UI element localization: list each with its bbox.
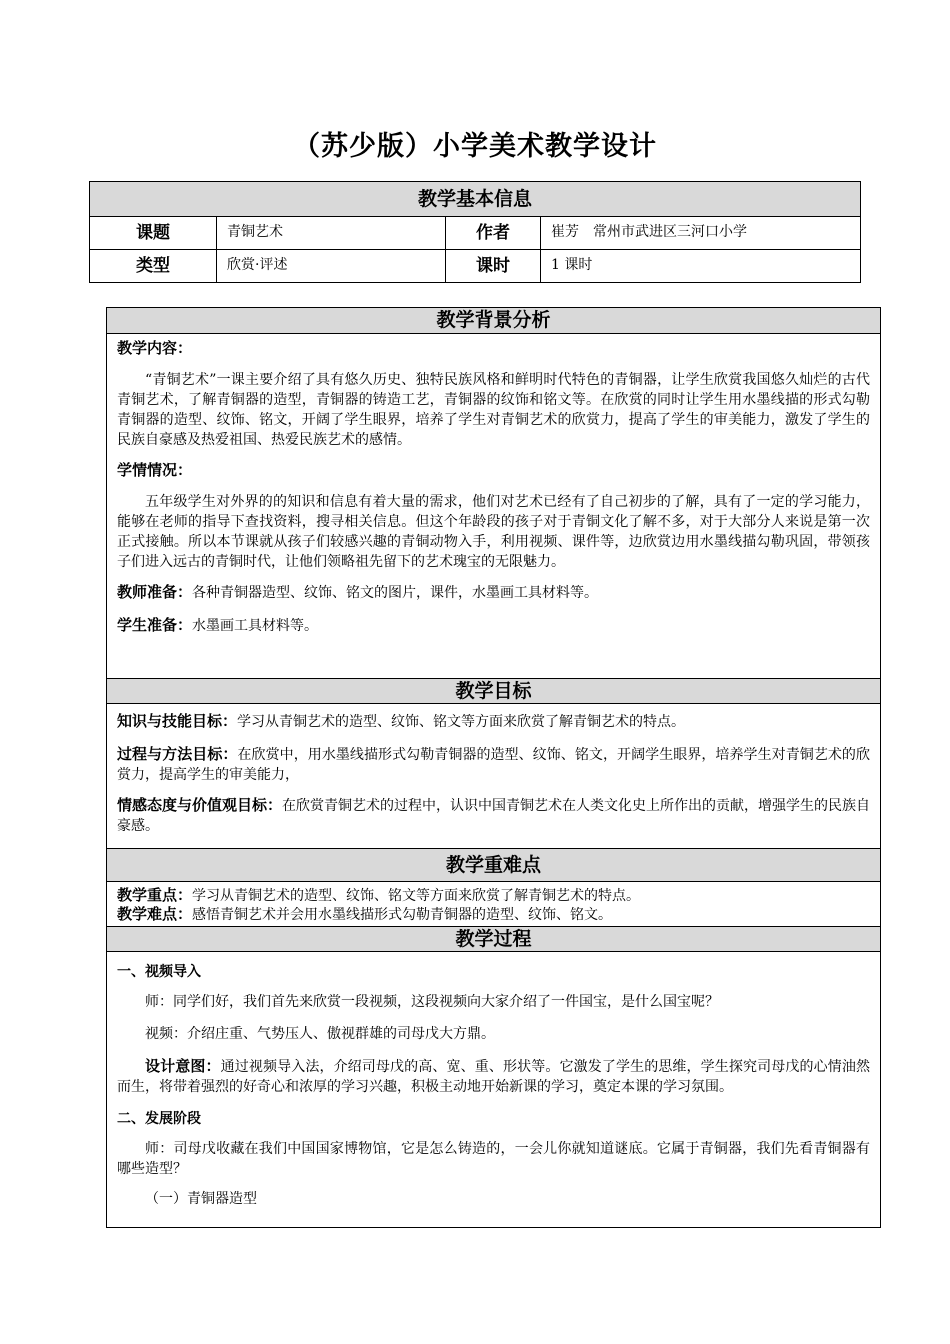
key-points-header: 教学重难点 <box>107 848 880 882</box>
process-text: 在欣赏中，用水墨线描形式勾勒青铜器的造型、纹饰、铭文，开阔学生眼界，培养学生对青铜艺术的欣赏力，提高学生的审美能力， <box>117 747 870 783</box>
step2-sub: （一）青铜器造型 <box>145 1191 257 1207</box>
step2-title: 二、发展阶段 <box>117 1111 201 1127</box>
content-label: 教学内容： <box>117 339 193 357</box>
difficulty-label: 教学难点： <box>117 905 193 923</box>
knowledge-objective <box>117 711 870 732</box>
basic-info-row <box>90 250 860 282</box>
topic-label: 课题 <box>90 217 217 249</box>
objectives-section <box>117 711 870 836</box>
knowledge-label: 知识与技能目标： <box>117 712 238 730</box>
student-prep-label: 学生准备： <box>117 616 193 634</box>
process-header: 教学过程 <box>107 926 880 952</box>
process-section <box>117 962 870 1209</box>
hours-label: 课时 <box>446 250 541 282</box>
students-text: 五年级学生对外界的的知识和信息有着大量的需求，他们对艺术已经有了自己初步的了解，具有了一定的学习能力，能够在老师的指导下查找资料，搜寻相关信息。但这个年龄段的孩子对于青铜文化了解不多，对于大部分人来说是第一次正式接触。所以本节课就从孩子们较感兴趣的青铜动物入手，利用视频、课件等，边欣赏边用水墨线描勾勒巩固，带领孩子们进入远古的青铜时代，让他们领略祖先留下的艺术瑰宝的无限魅力。 <box>117 494 870 570</box>
step2-p1: 师：司母戊收藏在我们中国国家博物馆，它是怎么铸造的，一会儿你就知道谜底。它属于青铜器，我们先看青铜器有哪些造型？ <box>117 1141 870 1177</box>
knowledge-text: 学习从青铜艺术的造型、纹饰、铭文等方面来欣赏了解青铜艺术的特点。 <box>237 714 686 730</box>
type-value: 欣赏·评述 <box>217 250 446 282</box>
design-text: 通过视频导入法，介绍司母戊的高、宽、重、形状等。它激发了学生的思维，学生探究司母戊的心情油然而生，将带着强烈的好奇心和浓厚的学习兴趣，积极主动地开始新课的学习，奠定本课的学习氛围。 <box>117 1059 870 1095</box>
focus-label: 教学重点： <box>117 886 193 904</box>
basic-info-row <box>90 217 860 250</box>
student-prep-text: 水墨画工具材料等。 <box>192 618 319 634</box>
teacher-prep <box>117 582 870 603</box>
step1-title: 一、视频导入 <box>117 964 201 980</box>
focus <box>117 886 870 905</box>
objectives-header: 教学目标 <box>107 678 880 704</box>
document-title: （苏少版）小学美术教学设计 <box>293 131 657 162</box>
topic-value: 青铜艺术 <box>217 217 446 249</box>
step1-p1: 师：同学们好，我们首先来欣赏一段视频，这段视频向大家介绍了一件国宝，是什么国宝呢？ <box>145 994 719 1010</box>
emotion-label: 情感态度与价值观目标： <box>117 796 283 814</box>
process-objective <box>117 744 870 785</box>
lesson-plan-table <box>106 307 881 1228</box>
author-label: 作者 <box>446 217 541 249</box>
hours-value: 1 课时 <box>551 257 593 273</box>
step1-p2: 视频：介绍庄重、气势压人、傲视群雄的司母戊大方鼎。 <box>145 1026 495 1042</box>
background-section <box>117 338 870 636</box>
content-text: “青铜艺术”一课主要介绍了具有悠久历史、独特民族风格和鲜明时代特色的青铜器，让学生欣赏我国悠久灿烂的古代青铜艺术，了解青铜器的造型，青铜器的铸造工艺，青铜器的纹饰和铭文等。在欣赏的同时让学生用水墨线描的形式勾勒青铜器的造型、纹饰、铭文，开阔了学生眼界，培养了学生对青铜艺术的欣赏力，提高了学生的审美能力，激发了学生的民族自豪感及热爱祖国、热爱民族艺术的感情。 <box>117 372 870 448</box>
student-prep <box>117 615 870 636</box>
author-value: 崔芳 常州市武进区三河口小学 <box>551 224 747 240</box>
basic-info-table <box>89 181 861 283</box>
design-intent <box>117 1056 870 1097</box>
basic-info-header: 教学基本信息 <box>90 182 860 217</box>
design-label: 设计意图： <box>145 1057 221 1075</box>
difficulty-text: 感悟青铜艺术并会用水墨线描形式勾勒青铜器的造型、纹饰、铭文。 <box>192 907 613 923</box>
type-label: 类型 <box>90 250 217 282</box>
key-points-section <box>117 886 870 924</box>
teacher-prep-label: 教师准备： <box>117 583 193 601</box>
background-header: 教学背景分析 <box>107 308 880 334</box>
teacher-prep-text: 各种青铜器造型、纹饰、铭文的图片，课件，水墨画工具材料等。 <box>192 585 599 601</box>
emotion-text: 在欣赏青铜艺术的过程中，认识中国青铜艺术在人类文化史上所作出的贡献，增强学生的民族自豪感。 <box>117 798 871 834</box>
students-label: 学情情况： <box>117 461 193 479</box>
emotion-objective <box>117 795 870 836</box>
focus-text: 学习从青铜艺术的造型、纹饰、铭文等方面来欣赏了解青铜艺术的特点。 <box>192 888 641 904</box>
difficulty <box>117 905 870 924</box>
process-label: 过程与方法目标： <box>117 745 238 763</box>
